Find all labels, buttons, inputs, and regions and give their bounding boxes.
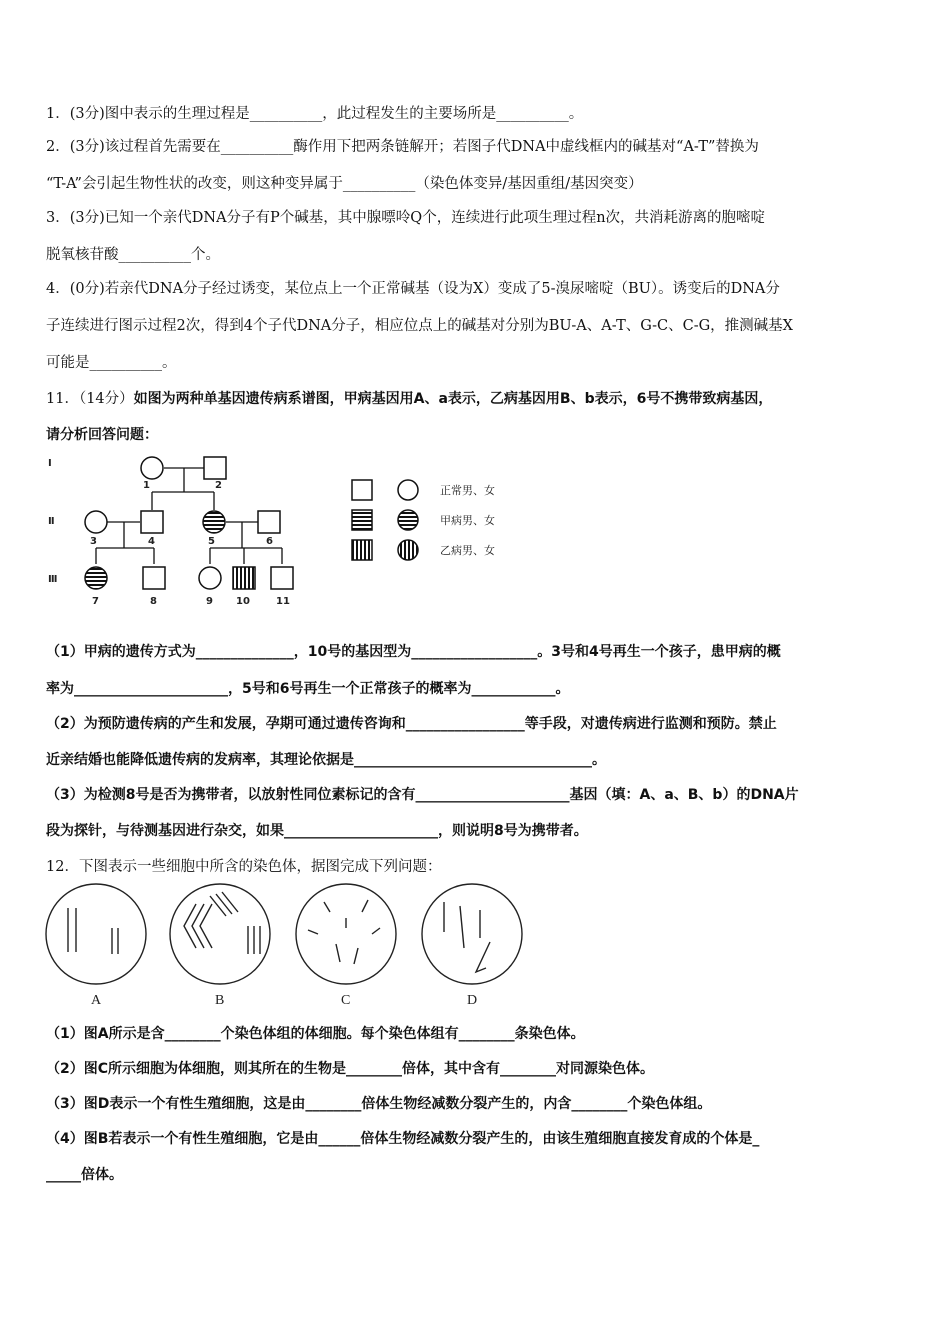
pedigree-individual-11 [271, 567, 293, 589]
q12-sub2: （2）图C所示细胞为体细胞，则其所在的生物是________倍体，其中含有________对同源染色体。 [46, 1061, 655, 1077]
legend-disease-b-label: 乙病男、女 [440, 544, 495, 557]
pedigree-individual-3 [85, 511, 107, 533]
legend-disease-a-female-icon [398, 510, 418, 530]
q11-sub1-line-1: （1）甲病的遗传方式为______________，10号的基因型为__________________。3号和4号再生一个孩子，患甲病的概 [46, 644, 781, 660]
cell-a-caption: A [91, 993, 102, 1008]
pedigree-individual-9 [199, 567, 221, 589]
q12-sub3: （3）图D表示一个有性生殖细胞，这是由________倍体生物经减数分裂产生的，内含________个染色体组。 [46, 1096, 712, 1112]
generation-label-III: Ⅲ [48, 574, 58, 585]
q2-line-1: 2．(3分)该过程首先需要在__________酶作用下把两条链解开；若图子代DNA中虚线框内的碱基对“A-T”替换为 [46, 139, 759, 155]
q3-line-2: 脱氧核苷酸__________个。 [46, 247, 220, 263]
cell-d-caption: D [467, 993, 478, 1008]
pedigree-id-7: 7 [92, 596, 99, 607]
q4-line-2: 子连续进行图示过程2次，得到4个子代DNA分子，相应位点上的碱基对分别为BU-A、A-T、G-C、C-G，推测碱基X [46, 318, 793, 334]
q11-sub2-line-2: 近亲结婚也能降低遗传病的发病率，其理论依据是__________________________________。 [46, 752, 606, 768]
pedigree-individual-4 [141, 511, 163, 533]
q11-sub1-line-2: 率为______________________，5号和6号再生一个正常孩子的概率为____________。 [46, 681, 570, 697]
cell-b-caption: B [215, 993, 225, 1008]
q11-number: 11．（14分） [46, 391, 134, 407]
q12-stem: 12．下图表示一些细胞中所含的染色体，据图完成下列问题： [46, 859, 442, 875]
pedigree-chart [44, 452, 514, 614]
pedigree-id-5: 5 [208, 536, 215, 547]
legend-disease-a-label: 甲病男、女 [440, 514, 495, 527]
q1-line: 1．(3分)图中表示的生理过程是__________，此过程发生的主要场所是__________。 [46, 106, 584, 122]
generation-label-II: Ⅱ [48, 516, 55, 527]
q11-sub2-line-1: （2）为预防遗传病的产生和发展，孕期可通过遗传咨询和_________________等手段，对遗传病进行监测和预防。禁止 [46, 716, 777, 732]
chromosome-cells-figure [40, 882, 530, 1010]
generation-label-I: Ⅰ [48, 458, 52, 469]
pedigree-id-8: 8 [150, 596, 157, 607]
pedigree-id-1: 1 [143, 480, 150, 491]
legend-normal-label: 正常男、女 [440, 484, 495, 497]
legend-disease-a-male-icon [352, 510, 372, 530]
pedigree-individual-5 [203, 511, 225, 533]
q11-stem-line-2: 请分析回答问题： [46, 427, 158, 443]
q2-line-2: “T-A”会引起生物性状的改变，则这种变异属于__________（染色体变异/基因重组/基因突变） [46, 176, 643, 192]
q11-sub3-line-2: 段为探针，与待测基因进行杂交，如果______________________，则说明8号为携带者。 [46, 823, 588, 839]
pedigree-id-2: 2 [215, 480, 222, 491]
q3-line-1: 3．(3分)已知一个亲代DNA分子有P个碱基，其中腺嘌呤Q个，连续进行此项生理过程n次，共消耗游离的胞嘧啶 [46, 210, 766, 226]
pedigree-id-6: 6 [266, 536, 273, 547]
legend-normal-female-icon [398, 480, 418, 500]
q4-line-1: 4．(0分)若亲代DNA分子经过诱变，某位点上一个正常碱基（设为X）变成了5-溴尿嘧啶（BU）。诱变后的DNA分 [46, 281, 780, 297]
pedigree-individual-6 [258, 511, 280, 533]
pedigree-id-4: 4 [148, 536, 155, 547]
pedigree-id-10: 10 [236, 596, 250, 607]
pedigree-individual-1 [141, 457, 163, 479]
legend-disease-b-female-icon [398, 540, 418, 560]
pedigree-id-9: 9 [206, 596, 213, 607]
pedigree-individual-2 [204, 457, 226, 479]
legend-disease-b-male-icon [352, 540, 372, 560]
cell-c [296, 884, 396, 984]
q12-sub4-line-2: _____倍体。 [46, 1167, 123, 1183]
cell-c-caption: C [341, 993, 351, 1008]
pedigree-individual-8 [143, 567, 165, 589]
pedigree-individual-10 [233, 567, 255, 589]
pedigree-id-11: 11 [276, 596, 290, 607]
cell-a [46, 884, 146, 984]
q12-sub1: （1）图A所示是含________个染色体组的体细胞。每个染色体组有________条染色体。 [46, 1026, 585, 1042]
q4-line-3: 可能是__________。 [46, 355, 177, 371]
q11-stem-line-1 [46, 389, 772, 409]
pedigree-id-3: 3 [90, 536, 97, 547]
legend-normal-male-icon [352, 480, 372, 500]
pedigree-individual-7 [85, 567, 107, 589]
q11-sub3-line-1: （3）为检测8号是否为携带者，以放射性同位素标记的含有______________________基因（填：A、a、B、b）的DNA片 [46, 787, 799, 803]
q11-stem-1: 如图为两种单基因遗传病系谱图，甲病基因用A、a表示，乙病基因用B、b表示，6号不携带致病基因， [133, 391, 773, 407]
q12-sub4-line-1: （4）图B若表示一个有性生殖细胞，它是由______倍体生物经减数分裂产生的，由该生殖细胞直接发育成的个体是_ [46, 1131, 760, 1147]
cell-d [422, 884, 522, 984]
